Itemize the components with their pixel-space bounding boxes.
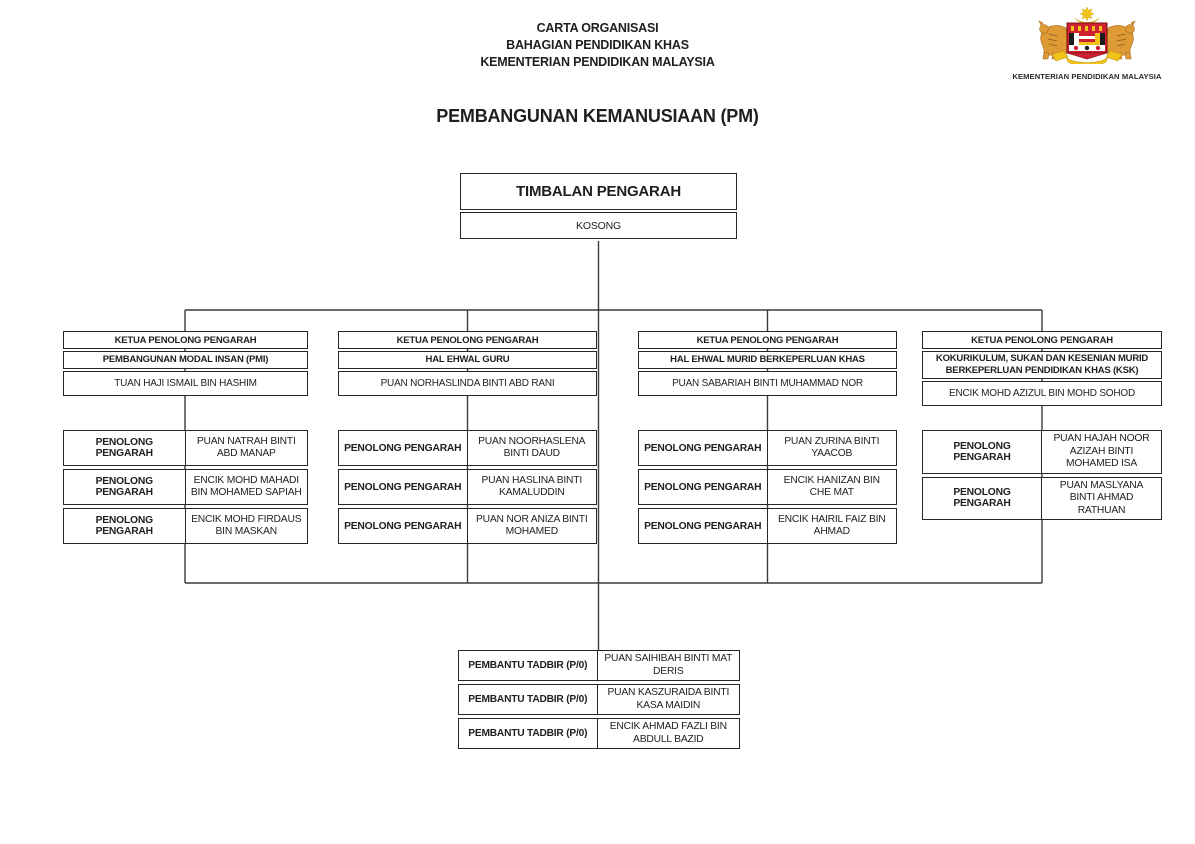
- staff-role-cell: PENOLONG PENGARAH: [64, 470, 186, 504]
- branch-head: [922, 331, 1162, 406]
- staff-name-cell: ENCIK MOHD FIRDAUS BIN MASKAN: [191, 513, 302, 537]
- support-staff-group: [458, 650, 740, 749]
- branch-hal-ehwal-guru: [338, 331, 597, 537]
- staff-name-cell: ENCIK HANIZAN BIN CHE MAT: [783, 474, 880, 498]
- support-role-cell: PEMBANTU TADBIR (P/0): [459, 651, 598, 680]
- header-line-3: KEMENTERIAN PENDIDIKAN MALAYSIA: [480, 55, 715, 69]
- staff-row: [63, 469, 308, 505]
- staff-row: [338, 469, 597, 505]
- staff-name-cell: PUAN NOORHASLENA BINTI DAUD: [478, 435, 586, 459]
- branch-staff-list: [922, 430, 1162, 520]
- support-row: [458, 718, 740, 749]
- staff-name-cell: PUAN MASLYANA BINTI AHMAD RATHUAN: [1059, 479, 1144, 516]
- root-role-box: TIMBALAN PENGARAH: [460, 173, 737, 210]
- staff-role-cell: PENOLONG PENGARAH: [339, 431, 468, 465]
- header-line-1: CARTA ORGANISASI: [536, 21, 659, 35]
- page-title: PEMBANGUNAN KEMANUSIAAN (PM): [436, 106, 759, 126]
- staff-row: [63, 430, 308, 466]
- branch-staff-list: [638, 430, 897, 544]
- branch-ksk: [922, 331, 1162, 516]
- staff-role-cell: PENOLONG PENGARAH: [64, 431, 186, 465]
- staff-row: [638, 508, 897, 544]
- support-role-cell: PEMBANTU TADBIR (P/0): [459, 719, 598, 748]
- support-name-cell: PUAN SAIHIBAH BINTI MAT DERIS: [604, 653, 733, 677]
- support-row: [458, 650, 740, 681]
- staff-name-cell: PUAN HASLINA BINTI KAMALUDDIN: [481, 474, 583, 498]
- header-line-2: BAHAGIAN PENDIDIKAN KHAS: [506, 38, 689, 52]
- staff-row: [63, 508, 308, 544]
- staff-row: [338, 430, 597, 466]
- staff-role-cell: PENOLONG PENGARAH: [639, 470, 768, 504]
- support-row: [458, 684, 740, 715]
- staff-role-cell: PENOLONG PENGARAH: [339, 509, 468, 543]
- branch-unit: HAL EHWAL MURID BERKEPERLUAN KHAS: [638, 351, 897, 369]
- staff-row: [922, 430, 1162, 474]
- branch-staff-list: [338, 430, 597, 544]
- branch-role: KETUA PENOLONG PENGARAH: [63, 331, 308, 349]
- staff-name-cell: PUAN NOR ANIZA BINTI MOHAMED: [475, 513, 588, 537]
- branch-unit: HAL EHWAL GURU: [338, 351, 597, 369]
- branch-head: [338, 331, 597, 396]
- staff-name-cell: ENCIK MOHD MAHADI BIN MOHAMED SAPIAH: [190, 474, 302, 498]
- branch-unit: KOKURIKULUM, SUKAN DAN KESENIAN MURID BERKEPERLUAN PENDIDIKAN KHAS (KSK): [922, 351, 1162, 379]
- branch-pmi: [63, 331, 308, 537]
- staff-name-cell: ENCIK HAIRIL FAIZ BIN AHMAD: [777, 513, 886, 537]
- root-incumbent-box: KOSONG: [460, 212, 737, 239]
- branch-hal-ehwal-murid: [638, 331, 897, 537]
- staff-row: [922, 477, 1162, 521]
- branch-role: KETUA PENOLONG PENGARAH: [338, 331, 597, 349]
- staff-role-cell: PENOLONG PENGARAH: [639, 509, 768, 543]
- staff-row: [638, 430, 897, 466]
- branch-head: [638, 331, 897, 396]
- branch-unit: PEMBANGUNAN MODAL INSAN (PMI): [63, 351, 308, 369]
- branch-head: [63, 331, 308, 396]
- branch-head-name: ENCIK MOHD AZIZUL BIN MOHD SOHOD: [922, 381, 1162, 406]
- support-role-cell: PEMBANTU TADBIR (P/0): [459, 685, 598, 714]
- staff-role-cell: PENOLONG PENGARAH: [64, 509, 186, 543]
- branch-role: KETUA PENOLONG PENGARAH: [638, 331, 897, 349]
- staff-row: [638, 469, 897, 505]
- support-name-cell: PUAN KASZURAIDA BINTI KASA MAIDIN: [607, 687, 730, 711]
- branch-staff-list: [63, 430, 308, 544]
- org-node-root: [460, 173, 737, 239]
- malaysia-coat-of-arms-icon: [1022, 6, 1152, 64]
- staff-role-cell: PENOLONG PENGARAH: [923, 431, 1042, 473]
- staff-name-cell: PUAN ZURINA BINTI YAACOB: [784, 435, 880, 459]
- ministry-logo-block: [1008, 6, 1166, 81]
- staff-role-cell: PENOLONG PENGARAH: [923, 478, 1042, 520]
- staff-name-cell: PUAN HAJAH NOOR AZIZAH BINTI MOHAMED ISA: [1053, 433, 1150, 469]
- branch-head-name: PUAN SABARIAH BINTI MUHAMMAD NOR: [638, 371, 897, 396]
- staff-name-cell: PUAN NATRAH BINTI ABD MANAP: [196, 435, 296, 459]
- staff-role-cell: PENOLONG PENGARAH: [639, 431, 768, 465]
- support-name-cell: ENCIK AHMAD FAZLI BIN ABDULL BAZID: [609, 721, 727, 745]
- branch-head-name: TUAN HAJI ISMAIL BIN HASHIM: [63, 371, 308, 396]
- staff-role-cell: PENOLONG PENGARAH: [339, 470, 468, 504]
- staff-row: [338, 508, 597, 544]
- logo-caption: KEMENTERIAN PENDIDIKAN MALAYSIA: [1012, 72, 1162, 81]
- branch-head-name: PUAN NORHASLINDA BINTI ABD RANI: [338, 371, 597, 396]
- branch-role: KETUA PENOLONG PENGARAH: [922, 331, 1162, 349]
